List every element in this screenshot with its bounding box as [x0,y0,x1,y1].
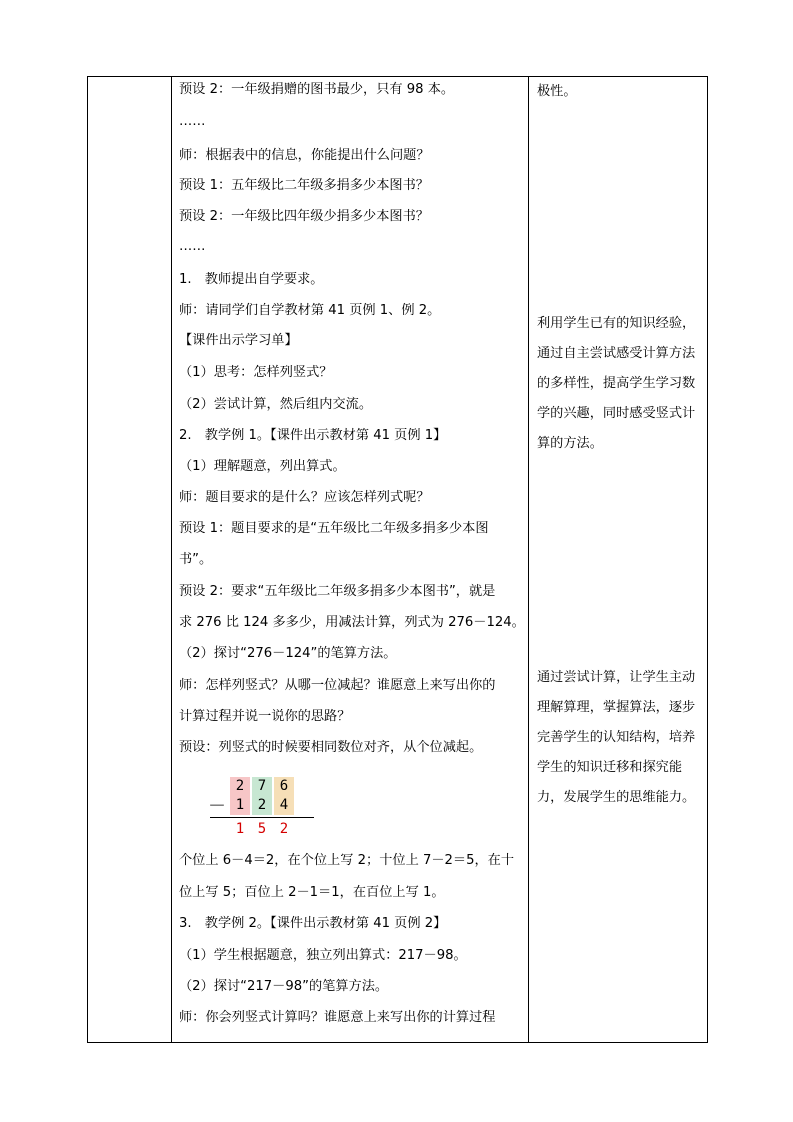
design-intent-cell [529,77,708,1043]
text-line: 师：题目要求的是什么？应该怎样列式呢？ [179,490,430,505]
minuend-hundreds: 2 [230,777,250,796]
text-line: 书”。 [179,552,213,567]
teaching-process-cell [172,77,529,1043]
text-line: 预设 2：一年级比四年级少捐多少本图书？ [179,209,429,224]
left-column-cell [88,77,172,1043]
text-line: 计算过程并说一说你的思路？ [179,709,351,724]
text-line: （2）探讨“217－98”的笔算方法。 [179,979,389,994]
design-note-3: 通过尝试计算，让学生主动理解算理，掌握算法，逐步完善学生的认知结构，培养学生的知识迁移和探究能力，发展学生的思维能力。 [537,670,696,805]
text-line: …… [179,239,206,254]
text-line: 求 276 比 124 多多少，用减法计算，列式为 276－124。 [179,615,525,630]
text-line: 位上写 5；百位上 2－1＝1，在百位上写 1。 [179,885,445,900]
minuend-tens: 7 [252,777,272,796]
text-line: 师：你会列竖式计算吗？谁愿意上来写出你的计算过程 [179,1010,496,1025]
subtrahend-hundreds: 1 [230,796,250,815]
text-line: 【课件出示学习单】 [179,333,298,348]
text-line: 预设：列竖式的时候要相同数位对齐，从个位减起。 [179,740,483,755]
text-line: （1）理解题意，列出算式。 [179,459,346,474]
lesson-plan-table [87,76,708,1043]
result-line [210,817,314,818]
text-line: …… [179,114,206,129]
result-tens: 5 [257,821,267,837]
text-line: （2）探讨“276－124”的笔算方法。 [179,646,397,661]
table-row [88,77,708,1043]
text-line: 师：根据表中的信息，你能提出什么问题？ [179,148,430,163]
result-ones: 2 [279,821,289,837]
subtrahend-tens: 2 [252,796,272,815]
design-note-1: 极性。 [537,84,577,99]
text-line: 师：请同学们自学教材第 41 页例 1、例 2。 [179,303,441,318]
text-line: （2）尝试计算，然后组内交流。 [179,397,373,412]
text-line: 预设 1：题目要求的是“五年级比二年级多捐多少本图 [179,521,489,536]
subtrahend-ones: 4 [274,796,294,815]
text-line: 3. 教学例 2。【课件出示教材第 41 页例 2】 [179,916,447,931]
design-note-2: 利用学生已有的知识经验，通过自主尝试感受计算方法的多样性，提高学生学习数学的兴趣，同时感受竖式计算的方法。 [537,316,696,451]
text-line: （1）学生根据题意，独立列出算式：217－98。 [179,948,467,963]
result-hundreds: 1 [235,821,245,837]
vertical-subtraction [208,777,328,847]
text-line: （1）思考：怎样列竖式？ [179,365,333,380]
text-line: 预设 1：五年级比二年级多捐多少本图书？ [179,178,429,193]
text-line: 2. 教学例 1。【课件出示教材第 41 页例 1】 [179,428,447,443]
text-line: 预设 2：一年级捐赠的图书最少，只有 98 本。 [179,82,455,97]
minus-sign: － [208,796,226,817]
text-line: 个位上 6－4＝2，在个位上写 2；十位上 7－2＝5，在十 [179,853,515,868]
text-line: 预设 2：要求“五年级比二年级多捐多少本图书”，就是 [179,584,496,599]
text-line: 师：怎样列竖式？从哪一位减起？谁愿意上来写出你的 [179,678,496,693]
minuend-ones: 6 [274,777,294,796]
text-line: 1. 教师提出自学要求。 [179,272,324,287]
